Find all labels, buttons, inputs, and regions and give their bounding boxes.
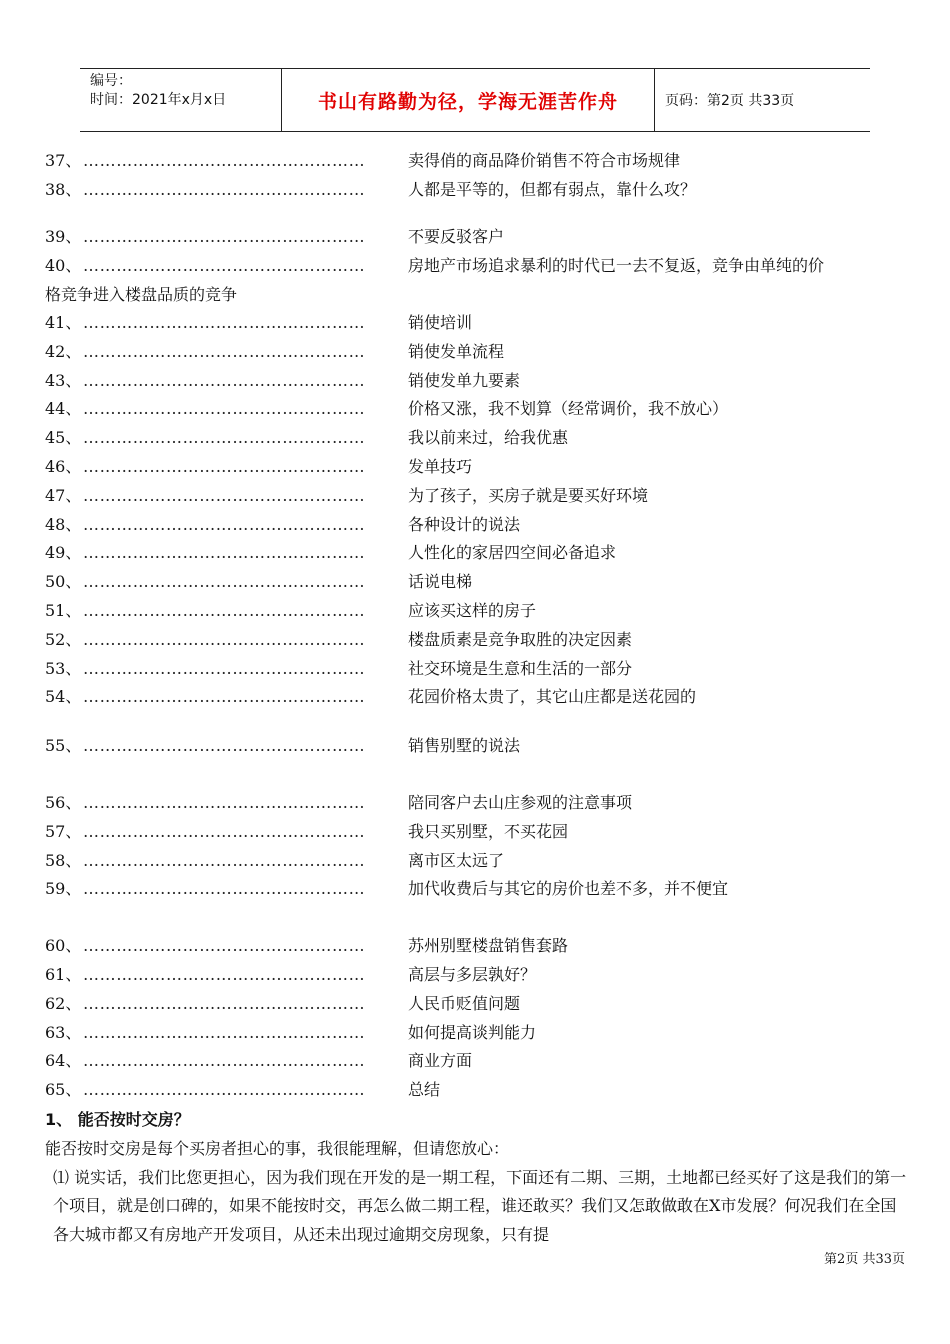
table-of-contents: [45, 148, 915, 1106]
toc-leader-dots: ……………………………………………: [83, 850, 366, 870]
toc-entry: [45, 454, 915, 483]
toc-leader-dots: ……………………………………………: [83, 370, 366, 390]
toc-leader-dots: ……………………………………………: [83, 879, 366, 899]
toc-entry: [45, 598, 915, 627]
document-header: [80, 68, 870, 132]
toc-entry: [45, 339, 915, 368]
toc-leader-dots: ……………………………………………: [83, 629, 366, 649]
toc-entry-number: 38、: [45, 179, 82, 199]
toc-entry: [45, 848, 915, 877]
toc-leader-dots: ……………………………………………: [83, 600, 366, 620]
toc-entry-title: 发单技巧: [408, 456, 473, 476]
section-heading: 1、 能否按时交房？: [45, 1110, 190, 1129]
toc-leader-dots: ……………………………………………: [83, 543, 366, 563]
toc-leader-dots: ……………………………………………: [83, 936, 366, 956]
toc-leader-dots: ……………………………………………: [83, 736, 366, 756]
header-page-label: 页码：第2页 共33页: [665, 93, 795, 109]
header-meta: [80, 69, 282, 131]
toc-entry: [45, 368, 915, 397]
toc-entry-title: 商业方面: [408, 1051, 473, 1071]
section-intro: 能否按时交房是每个买房者担心的事，我很能理解，但请您放心：: [45, 1138, 510, 1158]
toc-entry-number: 64、: [45, 1051, 82, 1071]
toc-entry: [45, 1020, 915, 1049]
toc-entry-number: 50、: [45, 572, 82, 592]
toc-entry-title: 花园价格太贵了，其它山庄都是送花园的: [408, 687, 697, 707]
toc-entry-title: 人性化的家居四空间必备追求: [408, 543, 617, 563]
toc-entry-number: 56、: [45, 792, 82, 812]
toc-entry-number: 61、: [45, 964, 82, 984]
toc-entry: [45, 252, 915, 310]
toc-entry: [45, 684, 915, 713]
toc-entry-number: 63、: [45, 1022, 82, 1042]
code-label: 编号：: [90, 73, 132, 89]
toc-entry-title: 房地产市场追求暴利的时代已一去不复返，竞争由单纯的价: [408, 256, 825, 276]
toc-leader-dots: ……………………………………………: [83, 792, 366, 812]
toc-entry-number: 46、: [45, 456, 82, 476]
toc-leader-dots: ……………………………………………: [83, 151, 366, 170]
toc-entry: [45, 396, 915, 425]
toc-leader-dots: ……………………………………………: [83, 572, 366, 592]
toc-entry-title: 苏州别墅楼盘销售套路: [408, 936, 569, 956]
toc-entry-title: 人民币贬值问题: [408, 993, 521, 1013]
toc-entry-number: 43、: [45, 370, 82, 390]
toc-leader-dots: ……………………………………………: [83, 312, 366, 332]
toc-entry-number: 42、: [45, 341, 82, 361]
toc-entry-title: 总结: [408, 1080, 441, 1100]
toc-entry-number: 51、: [45, 600, 82, 620]
toc-entry-number: 59、: [45, 879, 82, 899]
toc-leader-dots: ……………………………………………: [83, 687, 366, 707]
toc-entry-title-continued: 格竞争进入楼盘品质的竞争: [45, 285, 238, 305]
toc-entry-title: 陪同客户去山庄参观的注意事项: [408, 792, 633, 812]
toc-leader-dots: ……………………………………………: [83, 514, 366, 534]
page-footer: 第2页 共33页: [824, 1252, 905, 1267]
toc-leader-dots: ……………………………………………: [83, 821, 366, 841]
toc-entry-number: 41、: [45, 312, 82, 332]
toc-leader-dots: ……………………………………………: [83, 964, 366, 984]
toc-leader-dots: ……………………………………………: [83, 485, 366, 505]
toc-leader-dots: ……………………………………………: [83, 428, 366, 448]
toc-entry: [45, 991, 915, 1020]
toc-entry-number: 49、: [45, 543, 82, 563]
toc-leader-dots: ……………………………………………: [83, 456, 366, 476]
toc-entry-title: 销使发单流程: [408, 341, 505, 361]
toc-leader-dots: ……………………………………………: [83, 993, 366, 1013]
toc-leader-dots: ……………………………………………: [83, 1051, 366, 1071]
toc-entry-number: 52、: [45, 629, 82, 649]
toc-entry: [45, 1077, 915, 1106]
toc-entry-number: 58、: [45, 850, 82, 870]
toc-entry: [45, 569, 915, 598]
toc-entry-number: 45、: [45, 428, 82, 448]
toc-entry: [45, 819, 915, 848]
toc-entry-title: 社交环境是生意和生活的一部分: [408, 658, 633, 678]
toc-leader-dots: ……………………………………………: [83, 1022, 366, 1042]
toc-leader-dots: ……………………………………………: [83, 399, 366, 419]
toc-entry-title: 高层与多层孰好？: [408, 964, 537, 984]
toc-leader-dots: ……………………………………………: [83, 256, 366, 276]
toc-entry-title: 不要反驳客户: [408, 226, 505, 246]
toc-entry: [45, 962, 915, 991]
toc-entry-number: 48、: [45, 514, 82, 534]
toc-entry-title: 我以前来过，给我优惠: [408, 428, 569, 448]
toc-entry-number: 55、: [45, 736, 82, 756]
toc-leader-dots: ……………………………………………: [83, 226, 366, 246]
toc-entry-title: 价格又涨，我不划算（经常调价，我不放心）: [408, 399, 729, 419]
toc-entry: [45, 933, 915, 962]
toc-entry-title: 如何提高谈判能力: [408, 1022, 537, 1042]
toc-entry-number: 65、: [45, 1080, 82, 1100]
toc-entry: [45, 1048, 915, 1077]
toc-entry-title: 离市区太远了: [408, 850, 505, 870]
toc-entry-title: 应该买这样的房子: [408, 600, 537, 620]
section-paragraph: ⑴ 说实话，我们比您更担心，因为我们现在开发的是一期工程，下面还有二期、三期，土地都已经买好了这是我们的第一个项目，就是创口碑的，如果不能按时交，再怎么做二期工程，谁还敢买？我们又怎敢做敢在X市发展？何况我们在全国各大城市都又有房地产开发项目，从还未出现过逾期交房现象，只有提: [53, 1167, 907, 1245]
toc-leader-dots: ……………………………………………: [83, 179, 366, 199]
toc-entry-title: 销使培训: [408, 312, 473, 332]
toc-entry-number: 60、: [45, 936, 82, 956]
toc-entry-number: 54、: [45, 687, 82, 707]
section-1: [45, 1106, 910, 1250]
toc-entry-title: 话说电梯: [408, 572, 473, 592]
toc-entry-number: 57、: [45, 821, 82, 841]
toc-entry-number: 40、: [45, 256, 82, 276]
toc-entry-title: 我只买别墅，不买花园: [408, 821, 569, 841]
toc-entry-number: 47、: [45, 485, 82, 505]
toc-entry-title: 为了孩子，买房子就是要买好环境: [408, 485, 649, 505]
toc-entry: [45, 483, 915, 512]
toc-entry-number: 53、: [45, 658, 82, 678]
toc-entry-title: 加代收费后与其它的房价也差不多，并不便宜: [408, 879, 729, 899]
toc-entry-title: 销售别墅的说法: [408, 736, 521, 756]
toc-leader-dots: ……………………………………………: [83, 341, 366, 361]
header-motto: 书山有路勤为径，学海无涯苦作舟: [282, 69, 655, 131]
toc-entry-number: 62、: [45, 993, 82, 1013]
toc-entry-number: 39、: [45, 226, 82, 246]
toc-entry-title: 卖得俏的商品降价销售不符合市场规律: [408, 151, 681, 170]
toc-entry: [45, 540, 915, 569]
toc-entry: [45, 512, 915, 541]
toc-entry: [45, 425, 915, 454]
toc-entry-title: 销使发单九要素: [408, 370, 521, 390]
toc-entry: [45, 177, 915, 206]
toc-entry-title: 楼盘质素是竞争取胜的决定因素: [408, 629, 633, 649]
toc-entry: [45, 148, 915, 177]
toc-entry: [45, 310, 915, 339]
toc-entry-title: 人都是平等的，但都有弱点，靠什么攻？: [408, 179, 697, 199]
toc-leader-dots: ……………………………………………: [83, 658, 366, 678]
toc-leader-dots: ……………………………………………: [83, 1080, 366, 1100]
toc-entry-title: 各种设计的说法: [408, 514, 521, 534]
toc-entry: [45, 790, 915, 819]
toc-entry: [45, 733, 915, 762]
toc-entry: [45, 876, 915, 905]
toc-entry: [45, 627, 915, 656]
date-label: 时间：2021年x月x日: [90, 92, 227, 108]
toc-entry-number: 37、: [45, 151, 82, 170]
toc-entry: [45, 224, 915, 253]
toc-entry: [45, 656, 915, 685]
toc-entry-number: 44、: [45, 399, 82, 419]
